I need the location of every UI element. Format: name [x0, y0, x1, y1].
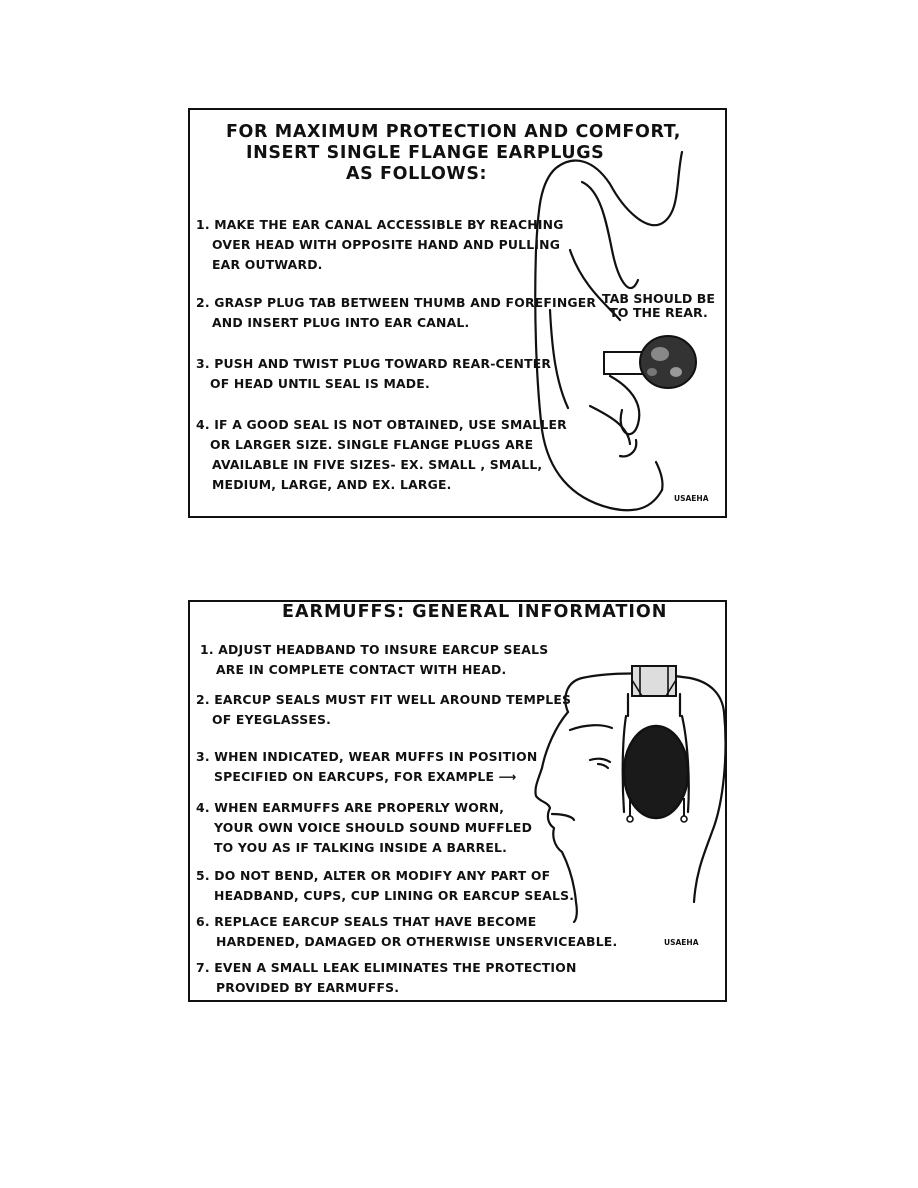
label-line: TO THE REAR.	[609, 305, 708, 320]
step-line: MEDIUM, LARGE, AND EX. LARGE.	[212, 477, 452, 492]
step-line: 4. WHEN EARMUFFS ARE PROPERLY WORN,	[196, 800, 505, 815]
earmuff-information-panel	[188, 600, 727, 1002]
earplug-instructions-panel	[188, 108, 727, 518]
step-line: ARE IN COMPLETE CONTACT WITH HEAD.	[216, 662, 507, 677]
earmuff-title: EARMUFFS: GENERAL INFORMATION	[282, 602, 668, 622]
step-line: 6. REPLACE EARCUP SEALS THAT HAVE BECOME	[196, 914, 537, 929]
step-line: SPECIFIED ON EARCUPS, FOR EXAMPLE ⟶	[214, 769, 517, 784]
step-line: AVAILABLE IN FIVE SIZES- EX. SMALL , SMALL,	[212, 457, 543, 472]
earplug-body	[640, 336, 696, 388]
step-line: 1. MAKE THE EAR CANAL ACCESSIBLE BY REACHING	[196, 217, 564, 232]
step-line: AND INSERT PLUG INTO EAR CANAL.	[212, 315, 470, 330]
earplug-tab	[604, 352, 644, 374]
step-line: OF EYEGLASSES.	[212, 712, 332, 727]
step-line: 4. IF A GOOD SEAL IS NOT OBTAINED, USE SMALLER	[196, 417, 567, 432]
step-line: 3. PUSH AND TWIST PLUG TOWARD REAR-CENTER	[196, 356, 552, 371]
earcup-icon	[624, 726, 688, 818]
step-line: YOUR OWN VOICE SHOULD SOUND MUFFLED	[214, 820, 533, 835]
head-with-earmuffs-illustration	[190, 602, 729, 1004]
step-line: HEADBAND, CUPS, CUP LINING OR EARCUP SEALS.	[214, 888, 575, 903]
step-line: HARDENED, DAMAGED OR OTHERWISE UNSERVICEABLE.	[216, 934, 618, 949]
earplug-title-line-1: FOR MAXIMUM PROTECTION AND COMFORT,	[226, 122, 682, 142]
usaeha-stamp: USAEHA	[664, 938, 699, 947]
step-line: 7. EVEN A SMALL LEAK ELIMINATES THE PROTECTION	[196, 960, 577, 975]
step-line: OR LARGER SIZE. SINGLE FLANGE PLUGS ARE	[210, 437, 534, 452]
label-line: TAB SHOULD BE	[602, 291, 715, 306]
step-line: OVER HEAD WITH OPPOSITE HAND AND PULLING	[212, 237, 561, 252]
step-line: TO YOU AS IF TALKING INSIDE A BARREL.	[214, 840, 508, 855]
usaeha-stamp: USAEHA	[674, 494, 709, 503]
headband-pad-icon	[632, 666, 676, 696]
earplug-title-line-3: AS FOLLOWS:	[346, 164, 488, 184]
step-line: 2. EARCUP SEALS MUST FIT WELL AROUND TEMPLES	[196, 692, 572, 707]
step-line: OF HEAD UNTIL SEAL IS MADE.	[210, 376, 430, 391]
step-line: 5. DO NOT BEND, ALTER OR MODIFY ANY PART OF	[196, 868, 551, 883]
step-line: PROVIDED BY EARMUFFS.	[216, 980, 400, 995]
tab-position-label	[602, 292, 715, 320]
earplug-title-line-2: INSERT SINGLE FLANGE EARPLUGS	[246, 143, 605, 163]
step-line: EAR OUTWARD.	[212, 257, 323, 272]
step-line: 3. WHEN INDICATED, WEAR MUFFS IN POSITION	[196, 749, 538, 764]
step-line: 1. ADJUST HEADBAND TO INSURE EARCUP SEALS	[200, 642, 549, 657]
step-line: 2. GRASP PLUG TAB BETWEEN THUMB AND FOREFINGER	[196, 295, 597, 310]
